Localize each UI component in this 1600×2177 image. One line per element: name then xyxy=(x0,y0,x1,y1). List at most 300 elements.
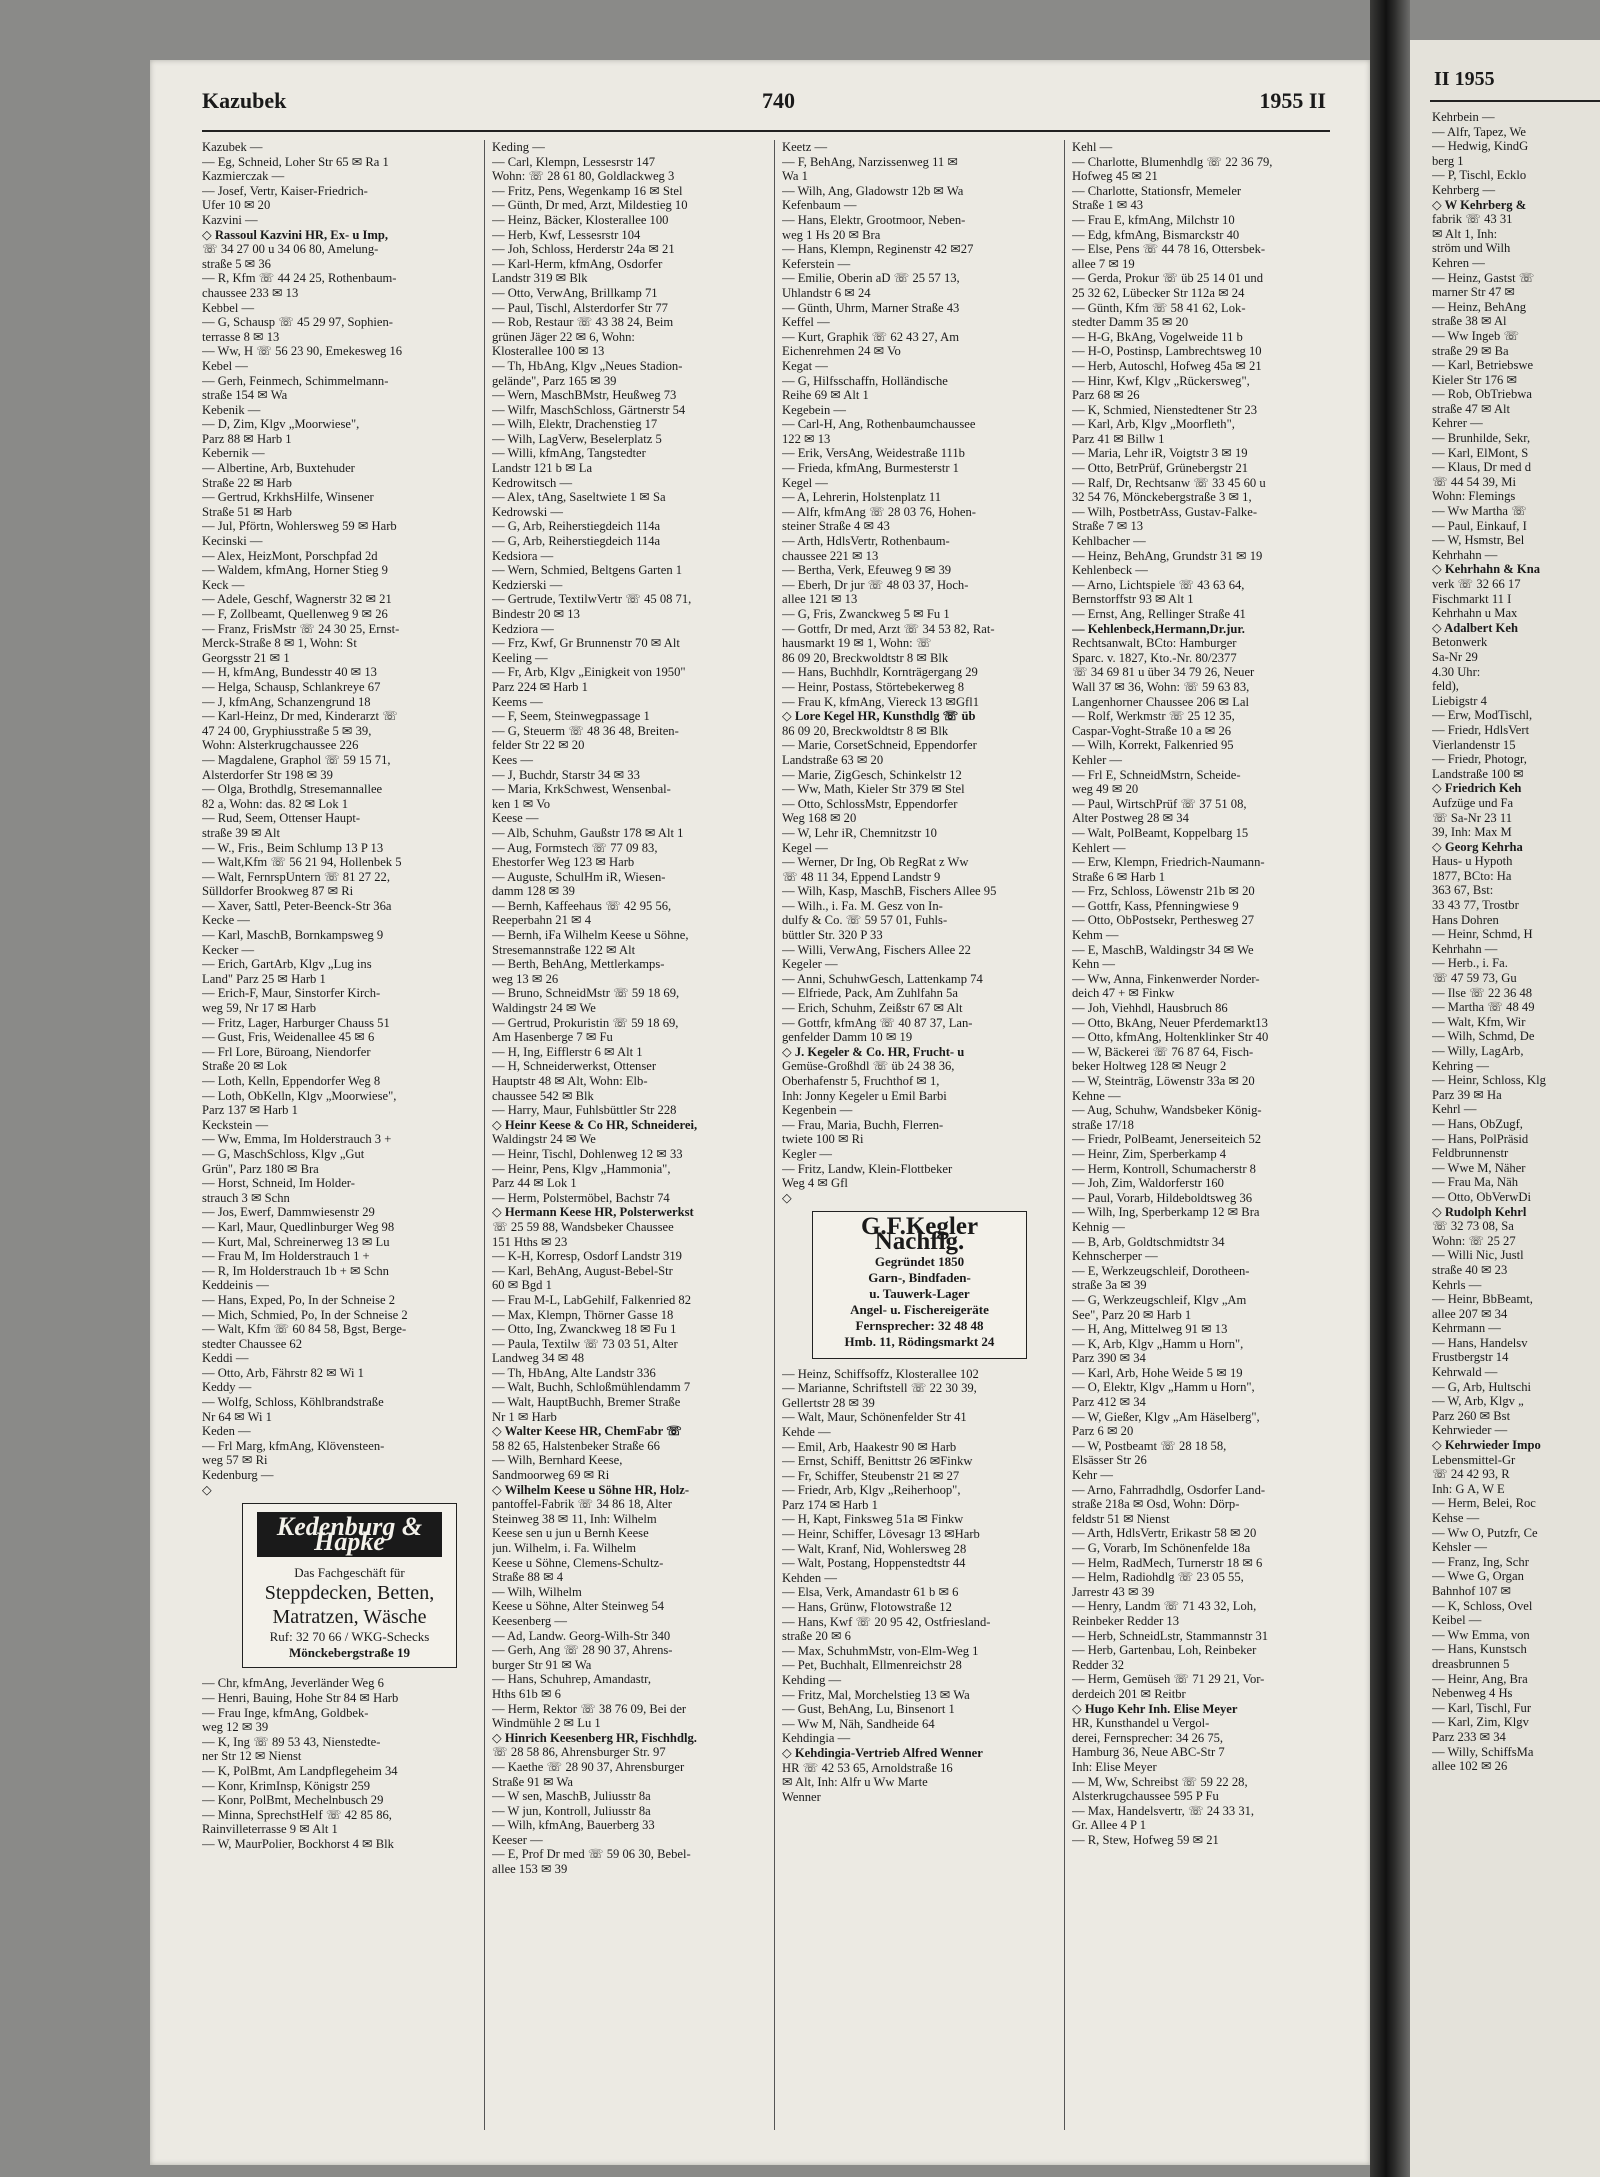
ad-text: Das Fachgeschäft für xyxy=(294,1565,405,1581)
directory-entry: — Frau K, kfmAng, Viereck 13 ✉Gfl1 xyxy=(782,694,980,709)
directory-entry: — G, MaschSchloss, Klgv „Gut xyxy=(202,1146,365,1161)
directory-entry: Straße 91 ✉ Wa xyxy=(492,1774,574,1789)
directory-entry: Parz 137 ✉ Harb 1 xyxy=(202,1103,298,1118)
directory-entry: allee 7 ✉ 19 xyxy=(1072,256,1135,271)
directory-entry: Elsässer Str 26 xyxy=(1072,1453,1147,1468)
directory-entry: Rechtsanwalt, BCto: Hamburger xyxy=(1072,636,1237,651)
directory-entry: steiner Straße 4 ✉ 43 xyxy=(782,519,890,534)
directory-entry: verk ☏ 32 66 17 xyxy=(1432,577,1521,591)
directory-entry: weg 13 ✉ 26 xyxy=(492,971,559,986)
directory-entry: Kehlenbeck — xyxy=(1072,563,1148,578)
directory-entry: strauch 3 ✉ Schn xyxy=(202,1190,290,1205)
directory-entry: — Fritz, Mal, Morchelstieg 13 ✉ Wa xyxy=(782,1687,970,1702)
directory-entry: — Carl-H, Ang, Rothenbaumchaussee xyxy=(782,417,976,432)
directory-entry: — Karl, Zim, Klgv xyxy=(1432,1715,1529,1730)
directory-entry: — Wern, Schmied, Beltgens Garten 1 xyxy=(492,563,683,578)
directory-entry: feldstr 51 ✉ Nienst xyxy=(1072,1511,1170,1526)
directory-entry: — Kaethe ☏ 28 90 37, Ahrensburger xyxy=(492,1759,685,1774)
directory-entry: — Albertine, Arb, Buxtehuder xyxy=(202,461,355,476)
directory-entry: — Heinr, Ang, Bra xyxy=(1432,1671,1528,1686)
directory-entry: berg 1 xyxy=(1432,153,1464,168)
directory-entry: jun. Wilhelm, i. Fa. Wilhelm xyxy=(492,1541,637,1555)
directory-entry: — Gertrud, Prokuristin ☏ 59 18 69, xyxy=(492,1015,679,1030)
directory-entry: — Frau M-L, LabGehilf, Falkenried 82 xyxy=(492,1292,692,1307)
directory-entry: felder Str 22 ✉ 20 xyxy=(492,738,585,753)
directory-entry: Keddeinis — xyxy=(202,1278,269,1293)
directory-entry: — Herm, Belei, Roc xyxy=(1432,1496,1536,1511)
directory-entry: Parz 174 ✉ Harb 1 xyxy=(782,1497,878,1512)
directory-entry: Kehrl — xyxy=(1432,1102,1477,1117)
directory-entry: Kehlert — xyxy=(1072,840,1126,855)
directory-entry: Kehrer — xyxy=(1432,416,1483,431)
directory-entry: — Erw, Klempn, Friedrich-Naumann- xyxy=(1072,855,1265,870)
directory-entry: — Emil, Arb, Haakestr 90 ✉ Harb xyxy=(782,1439,957,1454)
directory-entry: Kehm — xyxy=(1072,928,1119,943)
column-2 xyxy=(492,140,767,2130)
directory-entry: Gemüse-Großhdl ☏ üb 24 38 36, xyxy=(782,1059,955,1074)
directory-entry: Straße 51 ✉ Harb xyxy=(202,504,292,519)
directory-entry: Keese sen u jun u Bernh Keese xyxy=(492,1526,649,1541)
directory-entry: Bindestr 20 ✉ 13 xyxy=(492,607,580,621)
directory-entry: — Frl E, SchneidMstrn, Scheide- xyxy=(1072,767,1241,782)
header-rule xyxy=(202,130,1330,132)
column-4-entries xyxy=(1072,140,1347,1847)
directory-entry: chaussee 221 ✉ 13 xyxy=(782,548,879,563)
directory-entry: — Wilh, Ing, Sperberkamp 12 ✉ Bra xyxy=(1072,1205,1260,1220)
directory-entry: — Else, Pens ☏ 44 78 16, Ottersbek- xyxy=(1072,242,1266,257)
directory-entry: — Rud, Seem, Ottenser Haupt- xyxy=(202,811,361,826)
directory-entry: — Gertrud, KrkhsHilfe, Winsener xyxy=(202,490,374,505)
directory-entry: Kebenik — xyxy=(202,402,261,417)
directory-entry: allee 153 ✉ 39 xyxy=(492,1862,568,1877)
running-head-right: 1955 II xyxy=(1259,88,1326,113)
directory-entry: Waldingstr 24 ✉ We xyxy=(492,1132,596,1147)
directory-entry: weg 1 Hs 20 ✉ Bra xyxy=(782,227,881,242)
directory-entry: ◇ Rudolph Kehrl xyxy=(1432,1204,1527,1219)
directory-entry: Parz 88 ✉ Harb 1 xyxy=(202,431,292,446)
advertisement-kedenburg xyxy=(242,1503,457,1668)
directory-entry: feld), xyxy=(1432,679,1459,694)
directory-entry: — F, BehAng, Narzissenweg 11 ✉ xyxy=(782,154,958,169)
ad-text: Matratzen, Wäsche xyxy=(272,1606,427,1629)
directory-entry: — Karl, ElMont, S xyxy=(1432,445,1529,460)
directory-entry: 60 ✉ Bgd 1 xyxy=(492,1278,552,1293)
directory-entry: Gellertstr 28 ✉ 39 xyxy=(782,1395,875,1410)
directory-entry: — B, Arb, Goldtschmidtstr 34 xyxy=(1072,1234,1225,1249)
directory-entry: — Ernst, Ang, Rellinger Straße 41 xyxy=(1072,607,1246,621)
directory-entry: — Ww, Math, Kieler Str 379 ✉ Stel xyxy=(782,782,965,797)
directory-entry: — G, Arb, Reiherstiegdeich 114a xyxy=(492,519,661,534)
column-3 xyxy=(782,140,1057,2130)
directory-entry: — D, Zim, Klgv „Moorwiese", xyxy=(202,417,360,432)
directory-entry: — Erich, GartArb, Klgv „Lug ins xyxy=(202,957,372,972)
directory-entry: Parz 390 ✉ 34 xyxy=(1072,1351,1146,1366)
directory-entry: genfelder Damm 10 ✉ 19 xyxy=(782,1030,913,1045)
directory-entry: — Th, HbAng, Klgv „Neues Stadion- xyxy=(492,358,683,373)
directory-entry: 151 Hths ✉ 23 xyxy=(492,1234,568,1249)
directory-entry: — Willy, LagArb, xyxy=(1432,1044,1524,1058)
directory-entry: — K, Arb, Klgv „Hamm u Horn", xyxy=(1072,1336,1244,1351)
directory-entry: — Ernst, Schiff, Benittstr 26 ✉Finkw xyxy=(782,1454,973,1469)
directory-entry: — Loth, Kelln, Eppendorfer Weg 8 xyxy=(202,1074,381,1088)
directory-entry: — Bertha, Verk, Efeuweg 9 ✉ 39 xyxy=(782,563,952,578)
directory-entry: damm 128 ✉ 39 xyxy=(492,884,575,899)
directory-entry: Hauptstr 48 ✉ Alt, Wohn: Elb- xyxy=(492,1074,648,1088)
directory-entry: ◇ Walter Keese HR, ChemFabr ☏ xyxy=(492,1424,682,1439)
directory-entry: — R, Kfm ☏ 44 24 25, Rothenbaum- xyxy=(202,271,397,286)
directory-entry: — Joh, Schloss, Herderstr 24a ✉ 21 xyxy=(492,242,675,257)
directory-entry: HR, Kunsthandel u Vergol- xyxy=(1072,1716,1210,1731)
directory-entry: ◇ Hinrich Keesenberg HR, Fischhdlg. xyxy=(492,1730,697,1745)
directory-entry: — Pet, Buchhalt, Ellmenreichstr 28 xyxy=(782,1658,962,1673)
directory-entry: — Heinr, Schmd, H xyxy=(1432,927,1533,942)
directory-entry: dulfy & Co. ☏ 59 57 01, Fuhls- xyxy=(782,913,948,928)
directory-entry: — Fr, Arb, Klgv „Einigkeit von 1950" xyxy=(492,665,686,680)
directory-entry: Georgsstr 21 ✉ 1 xyxy=(202,650,290,665)
directory-entry: Waldingstr 24 ✉ We xyxy=(492,1001,596,1016)
directory-entry: Keese u Söhne, Alter Steinweg 54 xyxy=(492,1599,665,1614)
directory-entry: Kegler — xyxy=(782,1146,833,1161)
directory-entry: — Adele, Geschf, Wagnerstr 32 ✉ 21 xyxy=(202,592,392,607)
directory-entry: Reihe 69 ✉ Alt 1 xyxy=(782,388,869,403)
directory-entry: — Berth, BehAng, Mettlerkamps- xyxy=(492,957,665,972)
directory-entry: Kecke — xyxy=(202,913,250,928)
directory-entry: — Erw, ModTischl, xyxy=(1432,708,1533,723)
directory-entry: Kehdingia — xyxy=(782,1731,851,1746)
directory-entry: ☏ 47 59 73, Gu xyxy=(1432,971,1517,986)
directory-entry: — Heinz, BehAng, Grundstr 31 ✉ 19 xyxy=(1072,548,1263,563)
directory-entry: Hamburg 36, Neue ABC-Str 7 xyxy=(1072,1745,1225,1760)
directory-entry: — Bruno, SchneidMstr ☏ 59 18 69, xyxy=(492,986,680,1001)
directory-entry: Keck — xyxy=(202,577,245,592)
directory-entry: — K, Ing ☏ 89 53 43, Nienstedte- xyxy=(202,1734,381,1749)
directory-entry: Rainvilleterrasse 9 ✉ Alt 1 xyxy=(202,1822,338,1837)
directory-entry: — Hans, Kunstsch xyxy=(1432,1642,1527,1657)
directory-entry: — Franz, FrisMstr ☏ 24 30 25, Ernst- xyxy=(202,621,400,636)
directory-entry: ◇ Hugo Kehr Inh. Elise Meyer xyxy=(1072,1701,1238,1716)
directory-entry: ◇ Friedrich Keh xyxy=(1432,781,1522,796)
directory-entry: — Marie, CorsetSchneid, Eppendorfer xyxy=(782,738,977,753)
directory-entry: — Frieda, kfmAng, Burmesterstr 1 xyxy=(782,461,959,476)
directory-entry: Weg 168 ✉ 20 xyxy=(782,811,857,826)
directory-entry: — G, Schausp ☏ 45 29 97, Sophien- xyxy=(202,315,394,330)
directory-entry: — Ww M, Näh, Sandheide 64 xyxy=(782,1716,935,1731)
directory-entry: Kehren — xyxy=(1432,255,1485,270)
directory-entry: Keddi — xyxy=(202,1351,249,1366)
directory-entry: — Paul, Vorarb, Hildeboldtsweg 36 xyxy=(1072,1190,1253,1205)
directory-entry: — K, Schmied, Nienstedtener Str 23 xyxy=(1072,402,1258,417)
directory-entry: Kehde — xyxy=(782,1424,831,1439)
header-rule xyxy=(1430,100,1600,102)
directory-entry: ☏ 28 58 86, Ahrensburger Str. 97 xyxy=(492,1745,666,1760)
directory-entry: — Waldem, kfmAng, Horner Stieg 9 xyxy=(202,563,388,578)
directory-entry: — W, Gießer, Klgv „Am Häselberg", xyxy=(1072,1409,1260,1424)
directory-entry: — F, Zollbeamt, Quellenweg 9 ✉ 26 xyxy=(202,607,388,621)
directory-entry: 32 54 76, Mönckebergstraße 3 ✉ 1, xyxy=(1072,490,1252,505)
directory-entry: Kehrwald — xyxy=(1432,1365,1498,1380)
directory-entry: Kecinski — xyxy=(202,534,263,549)
directory-entry: ☏ 34 27 00 u 34 06 80, Amelung- xyxy=(202,242,379,257)
directory-entry: 58 82 65, Halstenbeker Straße 66 xyxy=(492,1438,660,1453)
directory-entry: — R, Stew, Hofweg 59 ✉ 21 xyxy=(1072,1832,1219,1847)
directory-entry: Grün", Parz 180 ✉ Bra xyxy=(202,1161,319,1176)
directory-entry: straße 39 ✉ Alt xyxy=(202,825,281,840)
directory-entry: — Walt, FernrspUntern ☏ 81 27 22, xyxy=(202,869,390,884)
directory-entry: — Minna, SprechstHelf ☏ 42 85 86, xyxy=(202,1807,392,1822)
directory-entry: — Emilie, Oberin aD ☏ 25 57 13, xyxy=(782,271,960,286)
directory-entry: ◇ Rassoul Kazvini HR, Ex- u Imp, xyxy=(202,227,389,242)
directory-entry: — Alfr, Tapez, We xyxy=(1432,124,1527,139)
directory-entry: 363 67, Bst: xyxy=(1432,883,1494,898)
directory-entry: — Hans, Kwf ☏ 20 95 42, Ostfriesland- xyxy=(782,1614,991,1629)
directory-entry: — Magdalene, Graphol ☏ 59 15 71, xyxy=(202,752,391,767)
directory-entry: — W sen, MaschB, Juliusstr 8a xyxy=(492,1789,651,1804)
directory-entry: — Walt, Postang, Hoppenstedtstr 44 xyxy=(782,1556,966,1571)
directory-entry: — Erich, Schuhm, Zeißstr 67 ✉ Alt xyxy=(782,1001,963,1016)
directory-entry: Kehlbacher — xyxy=(1072,534,1146,549)
directory-entry: — Edg, kfmAng, Bismarckstr 40 xyxy=(1072,227,1240,242)
facing-page-entries xyxy=(1432,110,1600,1774)
directory-entry: — Hans, ObZugf, xyxy=(1432,1116,1523,1131)
directory-entry: — Herb., i. Fa. xyxy=(1432,956,1508,971)
column-1 xyxy=(202,140,477,2130)
directory-entry: weg 12 ✉ 39 xyxy=(202,1720,269,1735)
directory-entry: Kedsiora — xyxy=(492,548,554,563)
ad-text: Hmb. 11, Rödingsmarkt 24 xyxy=(844,1333,995,1349)
directory-entry: Kehrwieder — xyxy=(1432,1423,1508,1438)
directory-entry: — Willi, kfmAng, Tangstedter xyxy=(492,446,646,461)
directory-entry: Keddy — xyxy=(202,1380,252,1395)
directory-entry: — Frau, Maria, Buchh, Flerren- xyxy=(782,1117,944,1132)
directory-entry: Kebernik — xyxy=(202,446,265,461)
directory-entry: büttler Str. 320 P 33 xyxy=(782,928,883,943)
directory-entry: ◇ xyxy=(202,1482,212,1497)
directory-entry: grünen Jäger 22 ✉ 6, Wohn: xyxy=(492,329,635,344)
directory-entry: — Otto, kfmAng, Holtenklinker Str 40 xyxy=(1072,1030,1269,1045)
directory-entry: Kefenbaum — xyxy=(782,198,857,213)
directory-entry: ☏ Sa-Nr 23 11 xyxy=(1432,810,1512,825)
directory-entry: — Gerh, Ang ☏ 28 90 37, Ahrens- xyxy=(492,1643,673,1658)
directory-entry: — Eberh, Dr jur ☏ 48 03 37, Hoch- xyxy=(782,577,969,592)
directory-entry: straße 20 ✉ 6 xyxy=(782,1629,851,1644)
directory-entry: — Gertrude, TextilwVertr ☏ 45 08 71, xyxy=(492,592,692,607)
directory-entry: Kehler — xyxy=(1072,752,1123,767)
directory-entry: — Walt,Kfm ☏ 56 21 94, Hollenbek 5 xyxy=(202,855,402,870)
directory-entry: ◇ xyxy=(782,1190,792,1205)
directory-entry: — Ralf, Dr, Rechtsanw ☏ 33 45 60 u xyxy=(1072,475,1266,490)
directory-entry: ◇ Adalbert Keh xyxy=(1432,620,1518,635)
directory-entry: Bahnhof 107 ✉ xyxy=(1432,1583,1512,1598)
directory-entry: — Walt, Kranf, Nid, Wohlersweg 28 xyxy=(782,1541,967,1556)
directory-entry: 82 a, Wohn: das. 82 ✉ Lok 1 xyxy=(202,796,349,811)
directory-entry: — Franz, Ing, Schr xyxy=(1432,1554,1529,1569)
ad-text: Garn-, Bindfaden- xyxy=(868,1269,971,1285)
directory-entry: Alsterkrugchaussee 595 P Fu xyxy=(1072,1789,1219,1804)
directory-entry: — Ww O, Putzfr, Ce xyxy=(1432,1525,1538,1540)
directory-entry: — Heinz, Schiffsoffz, Klosterallee 102 xyxy=(782,1366,979,1381)
directory-entry: chaussee 233 ✉ 13 xyxy=(202,285,299,300)
columns xyxy=(202,140,1350,2130)
directory-entry: — Frau M, Im Holderstrauch 1 + xyxy=(202,1249,370,1264)
directory-entry: Ehestorfer Weg 123 ✉ Harb xyxy=(492,855,635,870)
directory-entry: Kehrhahn — xyxy=(1432,547,1498,562)
directory-entry: — Henri, Bauing, Hohe Str 84 ✉ Harb xyxy=(202,1691,399,1705)
directory-entry: Kehring — xyxy=(1432,1058,1490,1073)
directory-entry: Kehne — xyxy=(1072,1088,1121,1103)
directory-entry: Parz 6 ✉ 20 xyxy=(1072,1424,1134,1439)
directory-entry: — Günth, Kfm ☏ 58 41 62, Lok- xyxy=(1072,300,1246,315)
directory-entry: Kedrowski — xyxy=(492,504,564,519)
directory-entry: — Karl-Herm, kfmAng, Osdorfer xyxy=(492,256,663,271)
directory-entry: — O, Elektr, Klgv „Hamm u Horn", xyxy=(1072,1380,1255,1395)
directory-entry: Liebigstr 4 xyxy=(1432,693,1487,708)
directory-entry: Aufzüge und Fa xyxy=(1432,795,1514,810)
directory-entry: straße 29 ✉ Ba xyxy=(1432,343,1509,358)
ad-brand-logo: Kedenburg & Hapke xyxy=(257,1512,442,1557)
directory-entry: Keeser — xyxy=(492,1832,543,1847)
directory-entry: — Herb, Autoschl, Hofweg 45a ✉ 21 xyxy=(1072,358,1262,373)
directory-entry: — Wwe M, Näher xyxy=(1432,1160,1526,1175)
directory-entry: — Alfr, kfmAng ☏ 28 03 76, Hohen- xyxy=(782,504,976,519)
directory-entry: Inh: Elise Meyer xyxy=(1072,1759,1157,1774)
directory-entry: — Fritz, Lager, Harburger Chauss 51 xyxy=(202,1015,390,1030)
directory-entry: Langenhorner Chaussee 206 ✉ Lal xyxy=(1072,694,1250,709)
directory-entry: pantoffel-Fabrik ☏ 34 86 18, Alter xyxy=(492,1497,672,1512)
directory-entry: — Hans, Schuhrep, Amandastr, xyxy=(492,1672,651,1687)
directory-entry: ✉ Alt, Inh: Alfr u Ww Marte xyxy=(782,1775,928,1790)
directory-entry: — Arth, HdlsVertr, Rothenbaum- xyxy=(782,534,950,549)
directory-entry: allee 207 ✉ 34 xyxy=(1432,1306,1508,1321)
ad-text: Mönckebergstraße 19 xyxy=(289,1645,410,1661)
directory-entry: — Karl, Maur, Quedlinburger Weg 98 xyxy=(202,1219,395,1234)
directory-entry: Land" Parz 25 ✉ Harb 1 xyxy=(202,971,326,986)
directory-entry: — Alb, Schuhm, Gaußstr 178 ✉ Alt 1 xyxy=(492,825,684,840)
directory-entry: Kegat — xyxy=(782,358,828,373)
directory-entry: Parz 233 ✉ 34 xyxy=(1432,1729,1506,1744)
directory-entry: — Karl, Arb, Hohe Weide 5 ✉ 19 xyxy=(1072,1365,1243,1380)
directory-entry: ◇ Kehdingia-Vertrieb Alfred Wenner xyxy=(782,1745,983,1760)
directory-entry: — Otto, ObPostsekr, Perthesweg 27 xyxy=(1072,913,1255,928)
directory-entry: Fischmarkt 11 I xyxy=(1432,591,1512,606)
directory-entry: Feldbrunnenstr xyxy=(1432,1146,1509,1161)
directory-entry: Parz 68 ✉ 26 xyxy=(1072,388,1140,403)
directory-entry: — J, Buchdr, Starstr 34 ✉ 33 xyxy=(492,767,640,782)
directory-entry: Keferstein — xyxy=(782,256,851,271)
directory-entry: Keems — xyxy=(492,694,543,709)
directory-entry: ☏ 44 54 39, Mi xyxy=(1432,474,1516,489)
column-divider xyxy=(484,140,485,2130)
directory-entry: Landweg 34 ✉ 48 xyxy=(492,1351,585,1366)
directory-entry: — W, Steinträg, Löwenstr 33a ✉ 20 xyxy=(1072,1074,1255,1088)
directory-entry: — Marianne, Schriftstell ☏ 22 30 39, xyxy=(782,1381,977,1396)
directory-entry: — Karl, BehAng, August-Bebel-Str xyxy=(492,1263,673,1278)
directory-entry: — Walt, Buchh, Schloßmühlendamm 7 xyxy=(492,1380,691,1395)
directory-entry: — R, Im Holderstrauch 1b + ✉ Schn xyxy=(202,1263,389,1278)
directory-entry: — Günth, Dr med, Arzt, Mildestieg 10 xyxy=(492,198,688,213)
directory-entry: allee 121 ✉ 13 xyxy=(782,592,858,607)
directory-entry: Kegeler — xyxy=(782,957,838,972)
directory-entry: — Heinz, Bäcker, Klosterallee 100 xyxy=(492,212,669,227)
directory-entry: — Anni, SchuhwGesch, Lattenkamp 74 xyxy=(782,971,983,986)
directory-entry: — Frl Marg, kfmAng, Klövensteen- xyxy=(202,1438,385,1453)
directory-entry: ◇ W Kehrberg & xyxy=(1432,197,1527,212)
directory-entry: straße 3a ✉ 39 xyxy=(1072,1278,1147,1293)
directory-entry: — Frau Ma, Näh xyxy=(1432,1175,1519,1190)
directory-entry: — H, Schneiderwerkst, Ottenser xyxy=(492,1059,657,1074)
directory-entry: — Ww Emma, von xyxy=(1432,1627,1530,1642)
directory-entry: Sparc. v. 1827, Kto.-Nr. 80/2377 xyxy=(1072,650,1237,665)
facing-page-header: II 1955 xyxy=(1434,68,1495,90)
directory-entry: — Aug, Formstech ☏ 77 09 83, xyxy=(492,840,658,855)
directory-entry: — Chr, kfmAng, Jeverländer Weg 6 xyxy=(202,1676,384,1691)
directory-entry: — Gottfr, Dr med, Arzt ☏ 34 53 82, Rat- xyxy=(782,621,995,636)
directory-entry: — Wilh, Schmd, De xyxy=(1432,1029,1535,1044)
directory-entry: — Hans, Klempn, Reginenstr 42 ✉27 xyxy=(782,242,974,257)
directory-entry: — Friedr, Arb, Klgv „Reiherhoop", xyxy=(782,1483,961,1498)
directory-entry: — Paula, Textilw ☏ 73 03 51, Alter xyxy=(492,1336,678,1351)
directory-entry: — Frau Inge, kfmAng, Goldbek- xyxy=(202,1705,369,1720)
directory-entry: — Fritz, Pens, Wegenkamp 16 ✉ Stel xyxy=(492,183,683,198)
directory-entry: Wohn: ☏ 25 27 xyxy=(1432,1233,1516,1248)
directory-entry: Kehden — xyxy=(782,1570,837,1585)
directory-entry: Keibel — xyxy=(1432,1613,1482,1628)
directory-entry: — Karl-Heinz, Dr med, Kinderarzt ☏ xyxy=(202,709,398,724)
directory-entry: straße 38 ✉ Al xyxy=(1432,314,1507,329)
directory-entry: — Brunhilde, Sekr, xyxy=(1432,431,1531,446)
directory-entry: Kazvini — xyxy=(202,212,258,227)
directory-entry: — Otto, ObVerwDi xyxy=(1432,1189,1531,1204)
directory-entry: Keffel — xyxy=(782,315,830,330)
directory-entry: ◇ Wilhelm Keese u Söhne HR, Holz- xyxy=(492,1482,690,1497)
directory-entry: beker Holtweg 128 ✉ Neugr 2 xyxy=(1072,1059,1227,1074)
directory-entry: Steinweg 38 ✉ 11, Inh: Wilhelm xyxy=(492,1511,657,1526)
directory-entry: Sandmoorweg 69 ✉ Ri xyxy=(492,1468,610,1483)
directory-entry: Betonwerk xyxy=(1432,635,1488,650)
directory-entry: Wohn: Alsterkrugchaussee 226 xyxy=(202,738,359,753)
directory-entry: — Kehlenbeck,Hermann,Dr.jur. xyxy=(1072,621,1245,636)
directory-entry: — Fritz, Landw, Klein-Flottbeker xyxy=(782,1161,953,1176)
directory-entry: Parz 260 ✉ Bst xyxy=(1432,1408,1511,1423)
directory-entry: — Ww, Anna, Finkenwerder Norder- xyxy=(1072,971,1260,986)
directory-entry: — Alex, HeizMont, Porschpfad 2d xyxy=(202,548,378,563)
directory-entry: ☏ 32 73 08, Sa xyxy=(1432,1219,1514,1234)
directory-entry: Kebbel — xyxy=(202,300,255,315)
directory-entry: — Heinr, Pens, Klgv „Hammonia", xyxy=(492,1161,671,1176)
directory-entry: — Friedr, Photogr, xyxy=(1432,752,1527,767)
directory-entry: — Wilh., i. Fa. M. Gesz von In- xyxy=(782,898,943,913)
directory-entry: — Hans, Buchhdlr, Kornträgergang 29 xyxy=(782,665,978,680)
directory-entry: — Max, SchuhmMstr, von-Elm-Weg 1 xyxy=(782,1643,979,1658)
directory-entry: — Helm, Radiohdlg ☏ 23 05 55, xyxy=(1072,1570,1244,1585)
directory-entry: Keesenberg — xyxy=(492,1613,567,1628)
directory-entry: Nr 64 ✉ Wi 1 xyxy=(202,1409,272,1424)
directory-entry: — M, Ww, Schreibst ☏ 59 22 28, xyxy=(1072,1774,1248,1789)
directory-entry: — Rob, ObTriebwa xyxy=(1432,387,1532,402)
directory-entry: — Wolfg, Schloss, Köhlbrandstraße xyxy=(202,1395,384,1410)
directory-entry: Parz 224 ✉ Harb 1 xyxy=(492,679,588,694)
directory-entry: — Heinz, BehAng xyxy=(1432,299,1527,314)
directory-entry: — Hans, Exped, Po, In der Schneise 2 xyxy=(202,1292,396,1307)
directory-entry: — Marie, ZigGesch, Schinkelstr 12 xyxy=(782,767,962,782)
directory-entry: — Frz, Schloss, Löwenstr 21b ✉ 20 xyxy=(1072,884,1255,899)
directory-entry: allee 102 ✉ 26 xyxy=(1432,1759,1508,1774)
directory-entry: Reinbeker Redder 13 xyxy=(1072,1613,1180,1628)
directory-entry: — Heinz, Gastst ☏ xyxy=(1432,270,1535,285)
directory-entry: straße 154 ✉ Wa xyxy=(202,388,288,403)
directory-entry: ◇ Kehrhahn & Kna xyxy=(1432,562,1541,577)
directory-entry: — Auguste, SchulHm iR, Wiesen- xyxy=(492,869,666,884)
directory-entry: — Gerh, Feinmech, Schimmelmann- xyxy=(202,373,389,388)
